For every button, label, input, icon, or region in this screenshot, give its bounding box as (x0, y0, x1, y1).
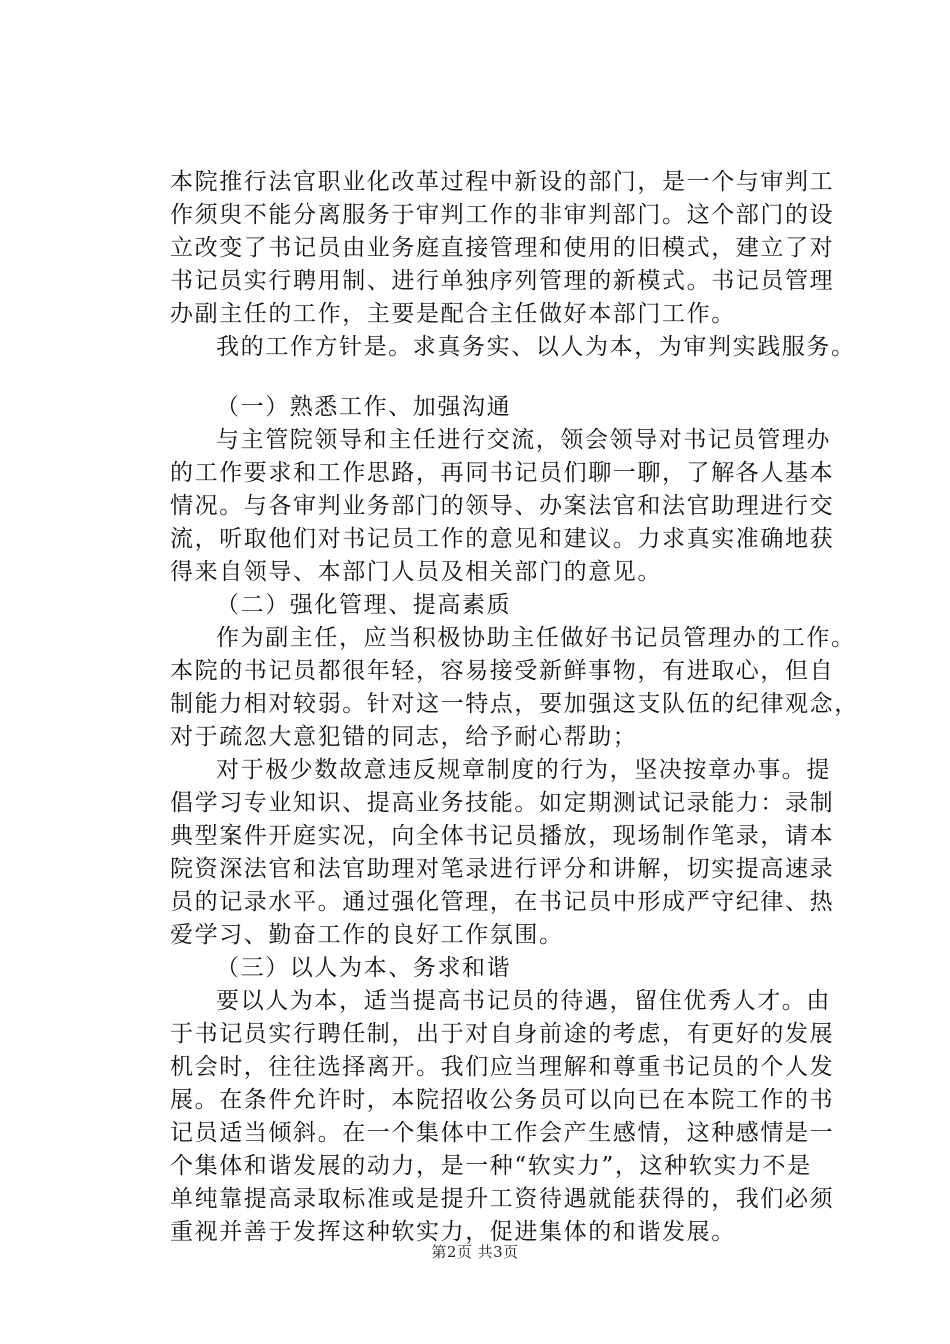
page-number-footer: 第2页 共3页 (431, 1243, 519, 1261)
paragraph-department-intro (170, 166, 860, 331)
text-line: 与主管院领导和主任进行交流，领会领导对书记员管理办 (216, 427, 831, 453)
text-line: 立改变了书记员由业务庭直接管理和使用的旧模式，建立了对 (170, 235, 835, 261)
text-line: 办副主任的工作，主要是配合主任做好本部门工作。 (170, 301, 736, 327)
section-heading-3 (170, 952, 860, 985)
text-line: 倡学习专业知识、提高业务技能。如定期测试记录能力：录制 (170, 790, 835, 816)
text-line: 制能力相对较弱。针对这一特点，要加强这支队伍的纪律观念， (170, 691, 859, 717)
paragraph-management (170, 622, 860, 754)
document-body (170, 166, 860, 1249)
text-line: 于书记员实行聘任制，出于对自身前途的考虑，有更好的发展 (170, 1021, 835, 1047)
text-line: 要以人为本，适当提高书记员的待遇，留住优秀人才。由 (216, 988, 831, 1014)
text-line: 爱学习、勤奋工作的良好工作氛围。 (170, 922, 564, 948)
text-line: 员的记录水平。通过强化管理，在书记员中形成严守纪律、热 (170, 889, 835, 915)
text-line: 展。在条件允许时，本院招收公务员可以向已在本院工作的书 (170, 1087, 835, 1113)
paragraph-harmony (170, 985, 860, 1249)
text-line: 典型案件开庭实况，向全体书记员播放，现场制作笔录，请本 (170, 823, 835, 849)
text-line: 单纯靠提高录取标准或是提升工资待遇就能获得的，我们必须 (170, 1186, 835, 1212)
paragraph-discipline (170, 754, 860, 952)
text-line: 的工作要求和工作思路，再同书记员们聊一聊，了解各人基本 (170, 460, 835, 486)
text-line: 流，听取他们对书记员工作的意见和建议。力求真实准确地获 (170, 526, 835, 552)
paragraph-work-policy (170, 331, 860, 364)
text-line: 院资深法官和法官助理对笔录进行评分和讲解，切实提高速录 (170, 856, 835, 882)
text-line: 对于疏忽大意犯错的同志，给予耐心帮助； (170, 724, 638, 750)
text-line: 得来自领导、本部门人员及相关部门的意见。 (170, 559, 662, 585)
heading-line: （二）强化管理、提高素质 (216, 592, 512, 618)
text-line: 我的工作方针是。求真务实、以人为本，为审判实践服务。 (216, 334, 856, 360)
section-heading-2 (170, 589, 860, 622)
text-line: 重视并善于发挥这种软实力，促进集体的和谐发展。 (170, 1219, 736, 1245)
text-line: 情况。与各审判业务部门的领导、办案法官和法官助理进行交 (170, 493, 835, 519)
paragraph-communication (170, 424, 860, 589)
text-line: 对于极少数故意违反规章制度的行为，坚决按章办事。提 (216, 757, 831, 783)
paragraph-spacer (170, 364, 860, 391)
text-line: 作为副主任，应当积极协助主任做好书记员管理办的工作。 (216, 625, 856, 651)
text-line: 本院推行法官职业化改革过程中新设的部门，是一个与审判工 (170, 169, 835, 195)
heading-line: （三）以人为本、务求和谐 (216, 955, 512, 981)
text-line: 本院的书记员都很年轻，容易接受新鲜事物，有进取心，但自 (170, 658, 835, 684)
text-line: 书记员实行聘用制、进行单独序列管理的新模式。书记员管理 (170, 268, 835, 294)
heading-line: （一）熟悉工作、加强沟通 (216, 394, 512, 420)
text-line: 个集体和谐发展的动力，是一种“软实力”，这种软实力不是 (170, 1153, 812, 1179)
section-heading-1 (170, 391, 860, 424)
text-line: 记员适当倾斜。在一个集体中工作会产生感情，这种感情是一 (170, 1120, 835, 1146)
text-line: 作须臾不能分离服务于审判工作的非审判部门。这个部门的设 (170, 202, 835, 228)
text-line: 机会时，往往选择离开。我们应当理解和尊重书记员的个人发 (170, 1054, 835, 1080)
